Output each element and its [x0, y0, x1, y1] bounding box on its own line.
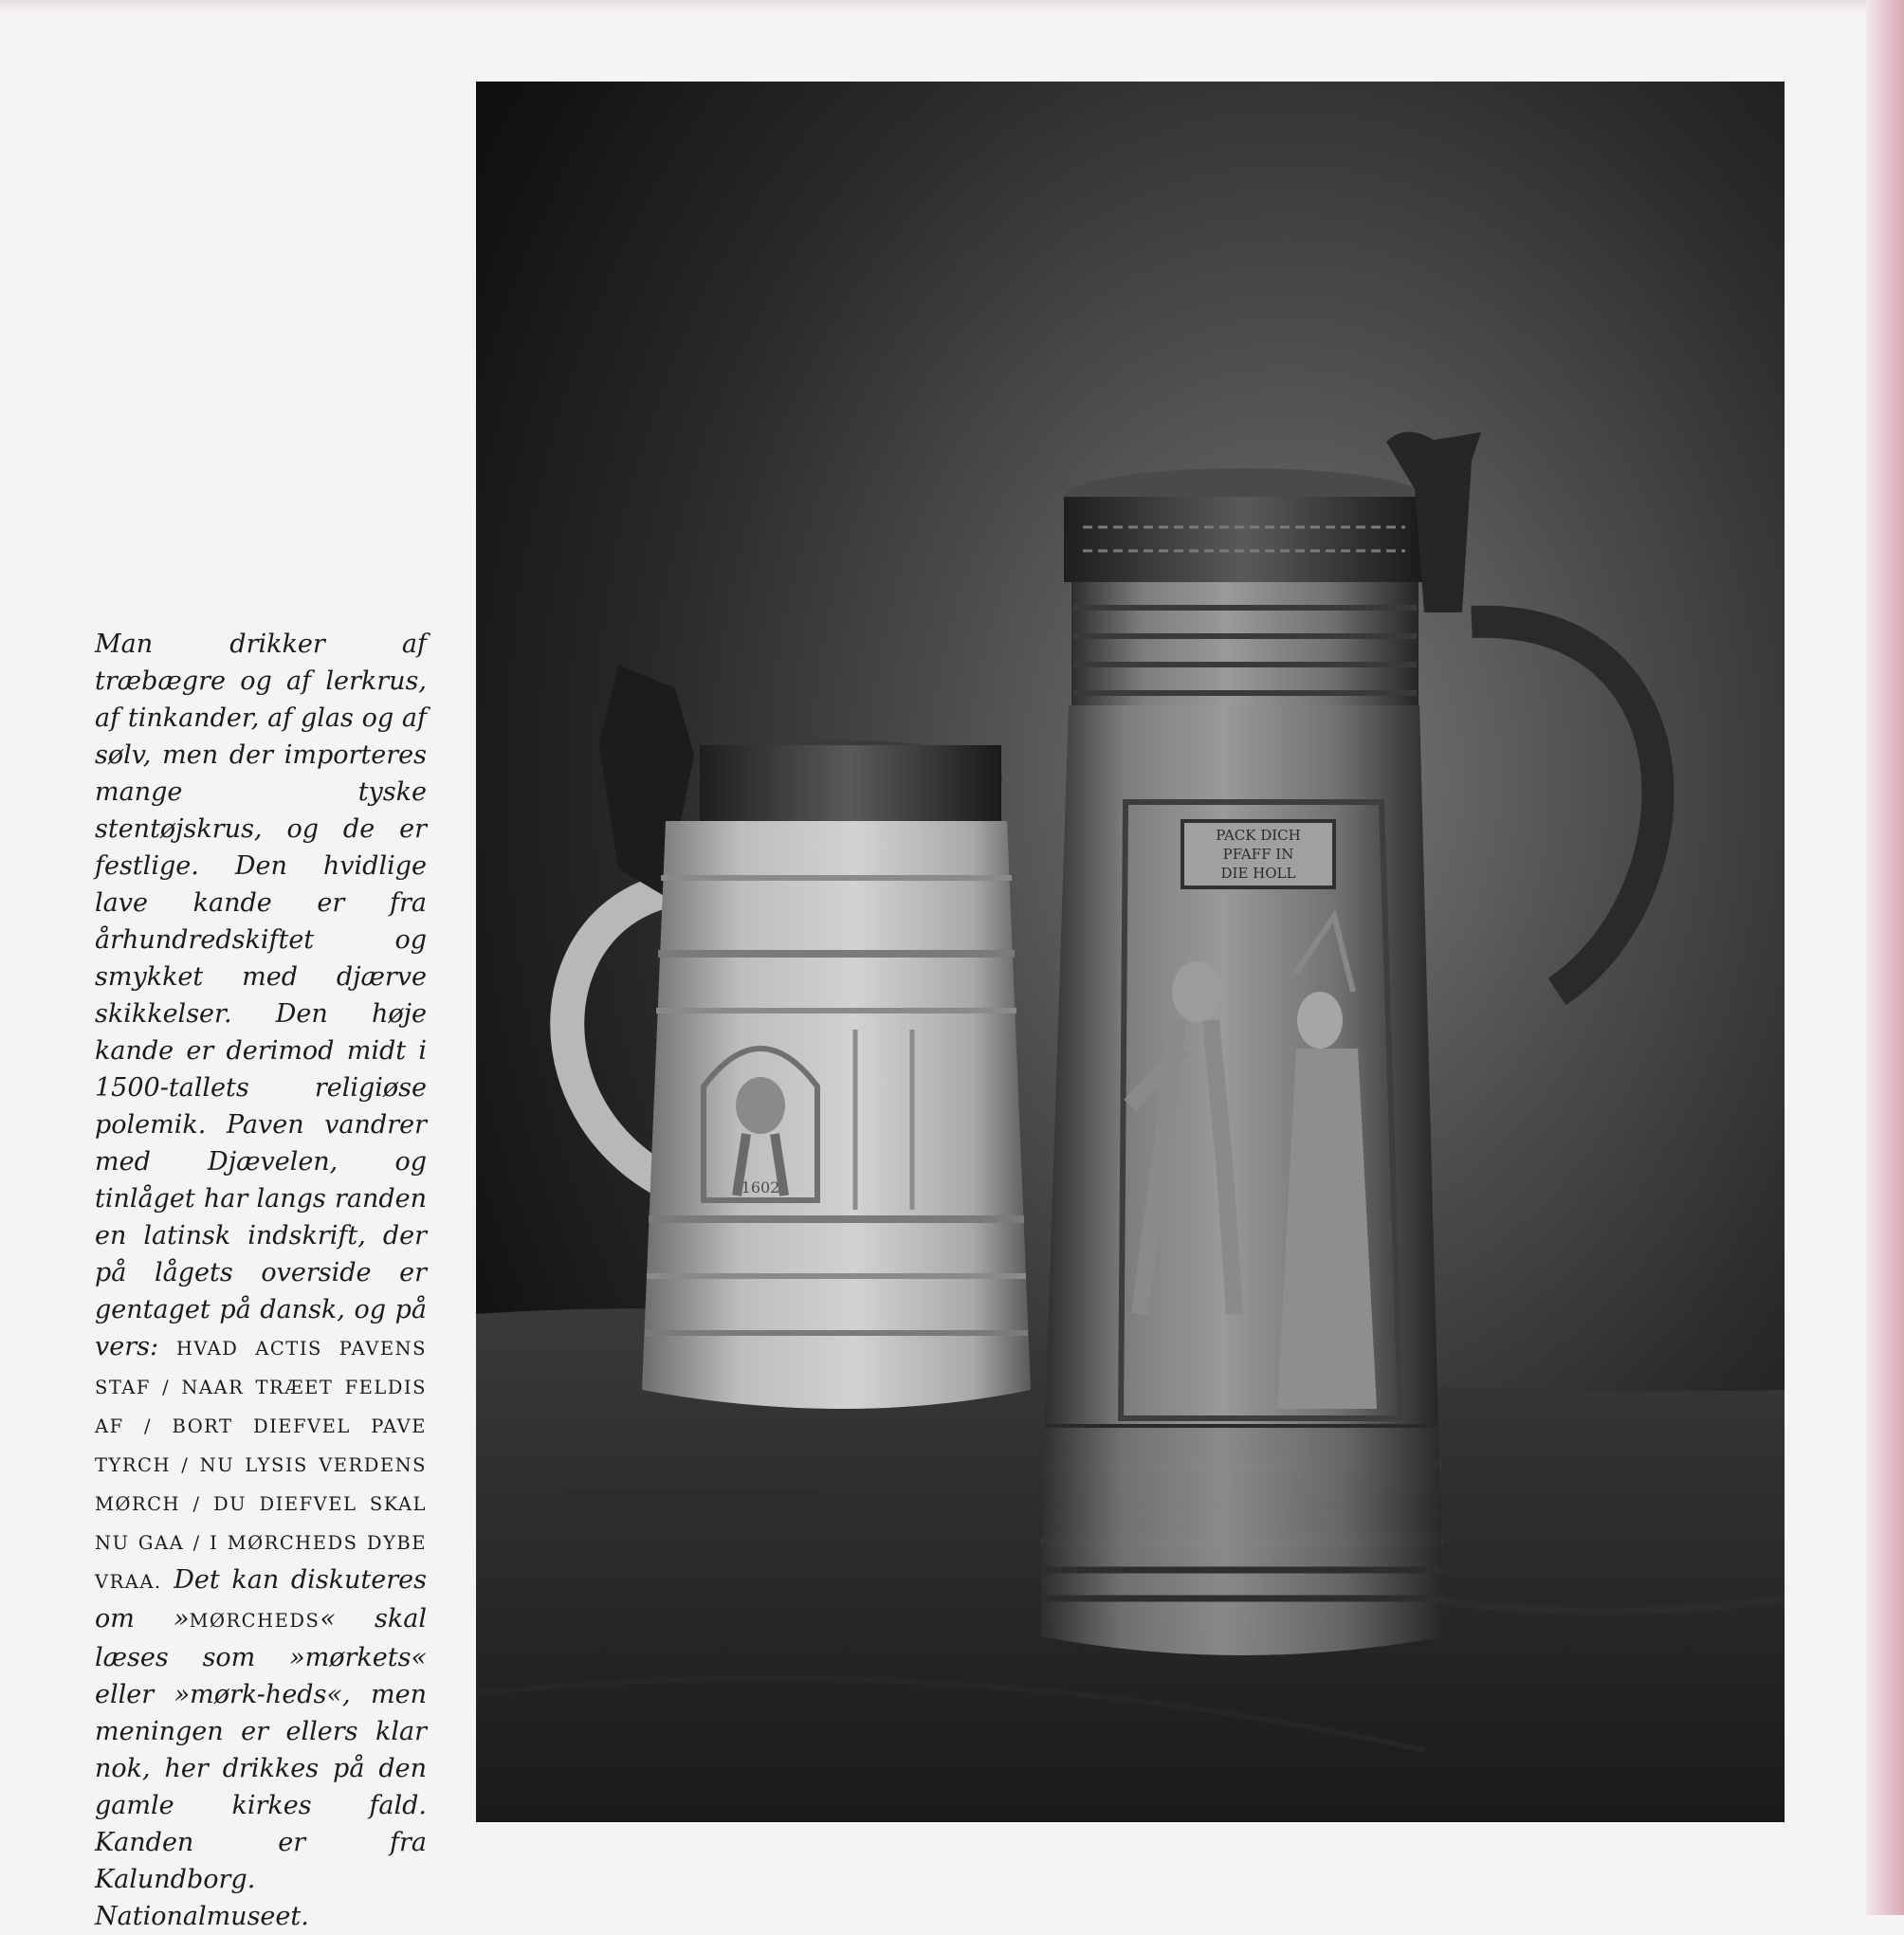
tall-jug-neck [1071, 582, 1419, 705]
short-stoneware-jug [567, 665, 1031, 1409]
jugs-illustration [476, 82, 1785, 1822]
short-jug-body [642, 821, 1031, 1409]
caption-verse: HVAD ACTIS PAVENS STAF / NAAR TRÆET FELDIS AF / BORT DIEFVEL PAVE TYRCH / NU LYSIS VERDENS MØRCH / DU DIEFVEL SKAL NU GAA / I MØRCHEDS DYBE VRAA. [95, 1338, 427, 1593]
short-jug-date: 1602 [741, 1178, 780, 1196]
tall-jug-lid [1064, 497, 1424, 582]
caption-word-morcheds: MØRCHEDS [189, 1610, 320, 1632]
tall-jug-inscription-line-2: PFAFF IN [1222, 846, 1294, 863]
caption-part-3: « skal læses som »mørkets« eller »mørk-heds«, men meningen er ellers klar nok, her drikkes på den gamle kirkes fald. Kanden er fra Kalundborg. Nationalmuseet. [95, 1604, 427, 1931]
pope-figure-head [1297, 992, 1343, 1049]
caption-part-1: Man drikker af træbægre og af lerkrus, af tinkander, af glas og af sølv, men der importeres mange tyske stentøjskrus, og de er festlige. Den hvidlige lave kande er fra århundredskiftet og smykket med djærve skikkelser. Den høje kande er derimod midt i 1500-tallets religiøse polemik. Paven vandrer med Djævelen, og tinlåget har langs randen en latinsk indskrift, der på lågets overside er gentaget på dansk, og på vers: [95, 630, 427, 1361]
caption-text [95, 626, 427, 1935]
photograph-of-stoneware-jugs [476, 82, 1785, 1822]
page-shadow [1866, 0, 1904, 1915]
caption-part-2: Det kan diskuteres om » [95, 1565, 427, 1634]
tall-jug-inscription-line-3: DIE HOLL [1220, 865, 1296, 882]
tall-jug-handle [1472, 622, 1658, 992]
page-edge [0, 0, 1904, 13]
tall-jug-inscription-line-1: PACK DICH [1216, 827, 1301, 844]
tall-jug-foot [1040, 1428, 1445, 1655]
devil-figure-head [1172, 961, 1221, 1022]
short-jug-collar [700, 745, 1001, 821]
